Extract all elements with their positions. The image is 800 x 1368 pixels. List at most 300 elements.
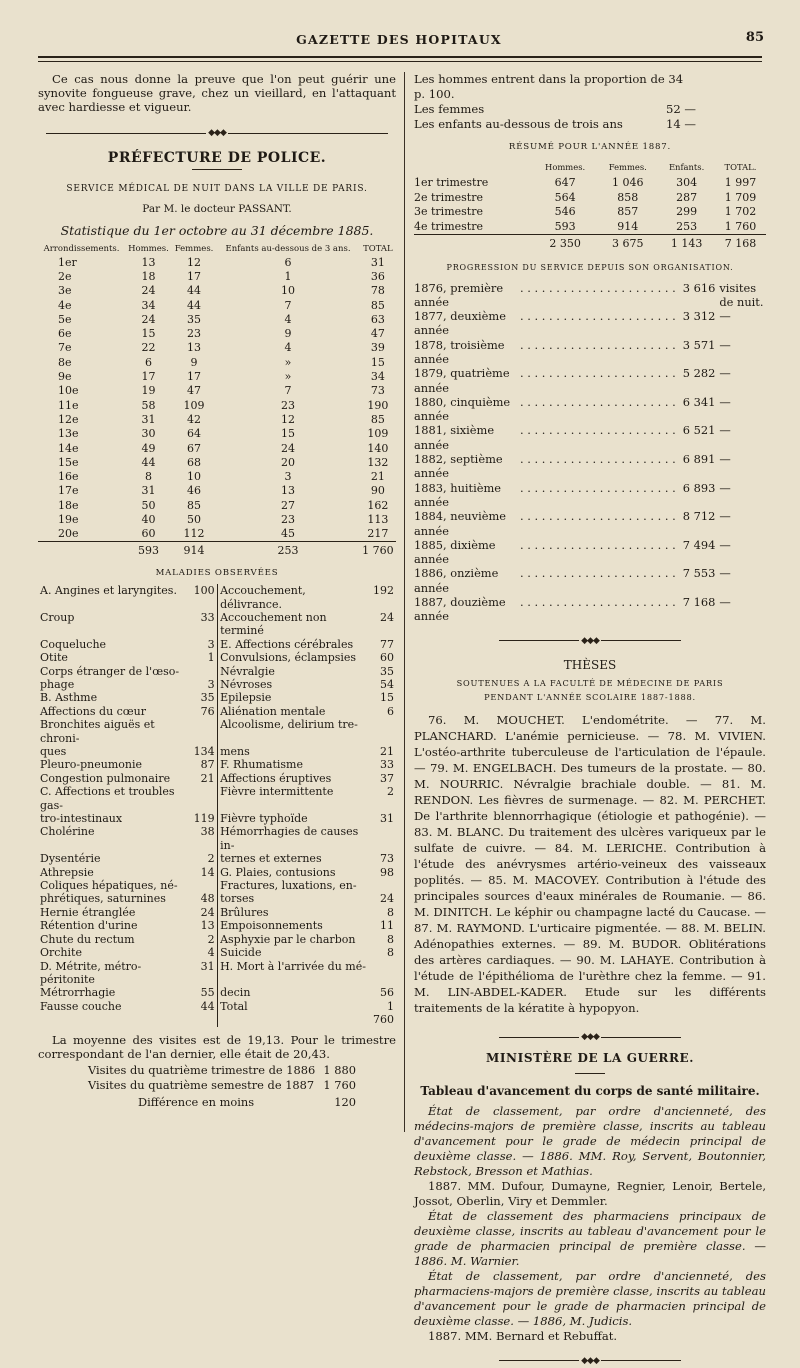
table-row: [38, 691, 396, 704]
disease-label: Hernie étranglée: [40, 905, 136, 919]
proportion-label: Les femmes: [414, 102, 485, 116]
totals-row: [414, 234, 766, 251]
table-row: [38, 678, 396, 691]
disease-count: 54: [380, 677, 394, 691]
table-cell: 13: [187, 341, 202, 355]
table-cell: 12: [281, 412, 296, 426]
proportion-label: Les hommes entrent dans la proportion de 34 p. 100.: [414, 72, 684, 101]
table-cell: 2e trimestre: [414, 190, 483, 204]
progression-suffix: —: [719, 480, 731, 495]
table-row: [38, 441, 396, 455]
progression-year: 1878, troisième année: [414, 337, 505, 366]
prefecture-title: PRÉFECTURE DE POLICE.: [107, 149, 327, 166]
progression-value: 7 168: [682, 595, 716, 610]
proportion-label: Les enfants au-dessous de trois ans: [414, 117, 623, 131]
disease-count: 6: [387, 704, 394, 718]
total-cell: 1 760: [360, 542, 396, 559]
disease-label: Convulsions, éclampsies: [220, 651, 357, 665]
proportion-value: 52 —: [665, 102, 696, 116]
table-cell: »: [284, 355, 292, 369]
disease-label: Fièvre typhoïde: [220, 812, 308, 826]
disease-label: Aliénation mentale: [220, 704, 326, 718]
dot-leader: . . . . . . . . . . . . . . . . . . . . . .: [520, 337, 676, 352]
disease-label: Pleuro-pneumonie: [40, 758, 142, 772]
table-cell: 10: [281, 284, 296, 298]
progression-value: 3 616: [682, 280, 716, 295]
table-cell: 16e: [58, 470, 79, 484]
progression-year: 1886, onzième année: [414, 566, 499, 595]
war-paragraph-2: 1887. MM. Dufour, Dumayne, Regnier, Lenoir, Bertele, Jossot, Oberlin, Viry et Demmler.: [414, 1178, 766, 1208]
disease-count: 48: [200, 892, 215, 906]
dot-leader: . . . . . . . . . . . . . . . . . . . . . .: [520, 394, 676, 409]
disease-count: 76: [200, 704, 215, 718]
dot-leader: . . . . . . . . . . . . . . . . . . . . . .: [520, 480, 676, 495]
progression-year: 1879, quatrième année: [414, 366, 510, 395]
progression-suffix: —: [719, 423, 731, 438]
disease-label: Rétention d'urine: [40, 919, 138, 933]
table-cell: 63: [370, 312, 385, 326]
table-cell: 287: [676, 190, 698, 204]
disease-count: 13: [200, 919, 215, 933]
disease-count: 56: [380, 986, 394, 1000]
disease-count: 21: [380, 745, 394, 759]
table-cell: 18: [141, 269, 156, 283]
progression-year: 1883, huitième année: [414, 480, 502, 509]
table-cell: 109: [183, 398, 205, 412]
table-cell: 6e: [58, 327, 72, 341]
table-cell: 31: [141, 484, 156, 498]
table-cell: 15: [281, 427, 296, 441]
table-cell: 24: [281, 441, 296, 455]
theses-subtitle-1: SOUTENUES A LA FACULTÉ DE MÉDECINE DE PARIS: [456, 678, 724, 689]
table-row: [38, 852, 396, 865]
table-row: [38, 892, 396, 905]
table-cell: 564: [554, 190, 576, 204]
table-row: [38, 527, 396, 542]
disease-label: Fausse couche: [40, 999, 122, 1013]
short-rule: [192, 169, 242, 170]
progression-value: 5 282: [682, 366, 716, 381]
list-item: [414, 366, 766, 395]
war-paragraph-5: 1887. MM. Bernard et Rebuffat.: [428, 1328, 618, 1343]
disease-label: phage: [40, 677, 75, 691]
disease-label: Névroses: [220, 677, 273, 691]
table-cell: 3e trimestre: [414, 205, 483, 219]
list-item: [414, 423, 766, 452]
table-cell: 23: [281, 398, 296, 412]
total-cell: [38, 542, 125, 559]
table-cell: 3e: [58, 284, 72, 298]
dot-leader: . . . . . . . . . . . . . . . . . . . . . .: [520, 537, 676, 552]
table-cell: 1er: [58, 255, 77, 269]
table-cell: 304: [676, 176, 698, 190]
disease-count: 31: [380, 812, 394, 826]
progression-year: 1882, septième année: [414, 452, 503, 481]
total-cell: 1 143: [658, 234, 715, 251]
theses-title: THÈSES: [563, 658, 617, 673]
divider-ornament-4: ◆◆◆: [414, 1354, 766, 1368]
table-cell: 49: [141, 441, 156, 455]
table-row: [38, 384, 396, 398]
disease-label: C. Affections et troubles gas-: [40, 785, 175, 812]
table-cell: 24: [141, 284, 156, 298]
resume-table: [414, 160, 766, 251]
disease-label: Hémorrhagies de causes in-: [220, 825, 359, 852]
disease-label: F. Rhumatisme: [220, 758, 303, 772]
table-row: [38, 298, 396, 312]
table-cell: 857: [617, 205, 639, 219]
table-cell: 6: [144, 355, 152, 369]
table-row: [38, 356, 396, 370]
progression-year: 1887, douzième année: [414, 595, 506, 624]
total-cell: [414, 234, 533, 251]
table-cell: 47: [187, 384, 202, 398]
resume-title: RÉSUMÉ POUR L'ANNÉE 1887.: [508, 142, 672, 152]
table-row: [38, 745, 396, 758]
disease-label: Otite: [40, 651, 68, 665]
progression-suffix: —: [719, 595, 731, 610]
table-cell: 4: [284, 341, 292, 355]
table-cell: 31: [370, 255, 385, 269]
intro-paragraph: Ce cas nous donne la preuve que l'on peut guérir une synovite fongueuse grave, chez un vieillard, en l'attaquant avec hardiesse et vigueur.: [38, 72, 396, 114]
table-cell: 3: [284, 470, 292, 484]
table-row: [38, 933, 396, 946]
stat-header-cell: Hommes.: [128, 243, 169, 254]
visits-label: Différence en moins: [138, 1094, 255, 1109]
disease-count: 2: [207, 852, 215, 866]
table-cell: 15: [141, 327, 156, 341]
progression-value: 7 494: [682, 537, 716, 552]
progression-suffix: visites de nuit.: [719, 280, 764, 309]
disease-count: 55: [200, 986, 215, 1000]
disease-label: E. Affections cérébrales: [220, 637, 354, 651]
disease-count: [371, 960, 396, 987]
table-cell: 253: [676, 219, 698, 233]
disease-label: D. Métrite, métro-péritonite: [40, 959, 142, 986]
table-cell: 1: [284, 269, 292, 283]
disease-count: 15: [380, 691, 394, 705]
table-row: [38, 427, 396, 441]
list-item: [414, 509, 766, 538]
table-cell: 35: [187, 312, 202, 326]
table-cell: 44: [187, 298, 202, 312]
progression-suffix: —: [719, 566, 731, 581]
table-cell: 40: [141, 512, 156, 526]
total-cell: 914: [172, 542, 216, 559]
table-cell: 45: [281, 527, 296, 541]
table-cell: 85: [370, 298, 385, 312]
table-cell: 23: [187, 327, 202, 341]
list-item: [414, 281, 766, 310]
list-item: [414, 566, 766, 595]
total-cell: 3 675: [597, 234, 658, 251]
table-row: [414, 176, 766, 191]
progression-suffix: —: [719, 309, 731, 324]
disease-count: 33: [200, 610, 215, 624]
table-cell: 5e: [58, 312, 72, 326]
disease-count: 119: [193, 812, 215, 826]
proportion-value: 14 —: [665, 117, 696, 131]
statistics-title: Statistique du 1er octobre au 31 décembre 1885.: [60, 222, 374, 238]
disease-label: Suicide: [220, 946, 262, 960]
disease-label: Accouchement non terminé: [220, 610, 327, 638]
table-cell: 647: [554, 176, 576, 190]
disease-label: torses: [220, 892, 255, 906]
table-cell: 4e: [58, 298, 72, 312]
table-cell: 12e: [58, 412, 79, 426]
author-line: Par M. le docteur PASSANT.: [142, 202, 292, 215]
table-row: [38, 785, 396, 812]
table-cell: 21: [370, 470, 385, 484]
table-row: [38, 584, 396, 611]
progression-year: 1876, première année: [414, 280, 504, 309]
disease-label: Fractures, luxations, en-: [220, 879, 357, 893]
table-cell: 190: [367, 398, 389, 412]
progression-suffix: —: [719, 509, 731, 524]
table-cell: 13e: [58, 427, 79, 441]
table-row: [38, 1000, 396, 1027]
table-cell: 10: [187, 470, 202, 484]
disease-count: 1 760: [373, 999, 394, 1027]
list-item: [414, 452, 766, 481]
disease-label: Affections éruptives: [220, 771, 332, 785]
table-cell: 6: [284, 255, 292, 269]
disease-label: phrétiques, saturnines: [40, 892, 166, 906]
progression-value: 6 891: [682, 452, 716, 467]
disease-label: Corps étranger de l'œso-: [40, 664, 180, 678]
disease-label: Alcoolisme, delirium tre-: [220, 718, 358, 732]
disease-count: 37: [380, 771, 394, 785]
visits-value: 120: [334, 1094, 356, 1109]
disease-label: Empoisonnements: [220, 919, 323, 933]
progression-suffix: —: [719, 452, 731, 467]
disease-count: 2: [387, 785, 394, 799]
progression-list: [414, 281, 766, 624]
disease-label: Epilepsie: [220, 691, 272, 705]
table-row: [38, 638, 396, 651]
disease-count: [371, 825, 396, 852]
short-rule-2: [575, 1073, 605, 1074]
disease-count: 38: [200, 825, 215, 839]
right-column: [414, 72, 766, 1368]
visits-label: Visites du quatrième trimestre de 1886: [88, 1062, 316, 1077]
visits-value: 1 880: [323, 1062, 356, 1077]
table-cell: 1 702: [724, 205, 757, 219]
disease-count: 11: [380, 919, 394, 933]
disease-label: ques: [40, 745, 67, 759]
disease-count: 2: [207, 932, 215, 946]
table-cell: 58: [141, 398, 156, 412]
disease-count: [192, 785, 218, 812]
list-item: [414, 595, 766, 624]
disease-label: Croup: [40, 610, 75, 624]
progression-value: 8 712: [682, 509, 716, 524]
table-cell: 39: [370, 341, 385, 355]
table-row: [38, 986, 396, 999]
page-header: [34, 30, 764, 52]
table-row: [414, 191, 766, 206]
table-row: [414, 205, 766, 220]
proportion-row: [414, 72, 766, 102]
disease-count: [192, 879, 218, 892]
visits-value: 1 760: [323, 1077, 356, 1092]
table-cell: 1 760: [724, 219, 757, 233]
table-cell: 36: [370, 269, 385, 283]
total-cell: 7 168: [715, 234, 766, 251]
resume-header-cell: [414, 160, 533, 176]
disease-count: 33: [380, 758, 394, 772]
table-cell: 8: [144, 470, 152, 484]
table-cell: 7: [284, 384, 292, 398]
total-cell: 593: [125, 542, 172, 559]
table-row: [38, 866, 396, 879]
table-cell: 85: [187, 498, 202, 512]
maladies-title: MALADIES OBSERVÉES: [155, 568, 279, 579]
war-section: [414, 1104, 766, 1344]
table-cell: 13: [141, 255, 156, 269]
table-row: [38, 484, 396, 498]
disease-count: 31: [200, 959, 215, 973]
table-cell: 11e: [58, 398, 79, 412]
maladies-table: [38, 584, 396, 1026]
table-cell: 44: [141, 455, 156, 469]
totals-row: [38, 542, 396, 559]
dot-leader: . . . . . . . . . . . . . . . . . . . . . .: [520, 423, 676, 438]
table-row: [38, 513, 396, 527]
table-cell: 4: [284, 312, 292, 326]
disease-label: tro-intestinaux: [40, 812, 123, 826]
disease-label: ternes et externes: [220, 852, 322, 866]
disease-label: Accouchement, délivrance.: [220, 584, 306, 611]
table-cell: »: [284, 370, 292, 384]
table-cell: 1 046: [612, 176, 644, 190]
table-row: [38, 960, 396, 987]
disease-label: Affections du cœur: [40, 704, 147, 718]
table-cell: 68: [187, 455, 202, 469]
table-row: [38, 825, 396, 852]
table-cell: 13: [281, 484, 296, 498]
disease-label: Fièvre intermittente: [220, 785, 334, 799]
progression-year: 1884, neuvième année: [414, 509, 507, 538]
table-cell: 217: [367, 527, 389, 541]
table-row: [38, 499, 396, 513]
table-cell: 9: [190, 355, 198, 369]
table-cell: 10e: [58, 384, 79, 398]
table-cell: 78: [370, 284, 385, 298]
divider-ornament: ◆◆◆: [38, 126, 396, 141]
tableau-title: Tableau d'avancement du corps de santé militaire.: [420, 1083, 760, 1098]
table-cell: 858: [617, 190, 639, 204]
statistics-table: [38, 244, 396, 559]
divider-ornament-3: ◆◆◆: [414, 1030, 766, 1045]
disease-count: 24: [380, 892, 394, 906]
disease-count: 35: [380, 664, 394, 678]
disease-count: 8: [387, 905, 394, 919]
disease-count: 8: [387, 946, 394, 960]
table-row: [38, 772, 396, 785]
table-row: [38, 327, 396, 341]
list-item: [414, 309, 766, 338]
table-cell: 112: [183, 527, 205, 541]
table-cell: 73: [370, 384, 385, 398]
progression-year: 1877, deuxième année: [414, 309, 506, 338]
disease-count: 4: [207, 946, 215, 960]
table-cell: 67: [187, 441, 202, 455]
disease-label: Chute du rectum: [40, 932, 135, 946]
table-row: [38, 341, 396, 355]
table-cell: 42: [187, 412, 202, 426]
disease-label: G. Plaies, contusions: [220, 865, 336, 879]
disease-count: 87: [200, 758, 215, 772]
theses-subtitle-2: PENDANT L'ANNÉE SCOLAIRE 1887-1888.: [484, 692, 696, 703]
disease-label: Congestion pulmonaire: [40, 771, 171, 785]
disease-count: 134: [193, 745, 215, 759]
disease-count: 192: [373, 584, 394, 598]
visits-label: Visites du quatrième semestre de 1887: [88, 1077, 315, 1092]
stat-header-cell: Femmes.: [174, 243, 214, 254]
table-cell: 15e: [58, 455, 79, 469]
disease-label: Total: [220, 999, 248, 1013]
table-cell: 30: [141, 427, 156, 441]
table-cell: 47: [370, 327, 385, 341]
visits-comparison: [38, 1063, 396, 1110]
progression-suffix: —: [719, 394, 731, 409]
table-cell: 15: [370, 355, 385, 369]
table-cell: 31: [141, 412, 156, 426]
total-cell: 2 350: [533, 234, 597, 251]
table-cell: 50: [187, 512, 202, 526]
table-cell: 20: [281, 455, 296, 469]
disease-label: Dysentérie: [40, 852, 101, 866]
table-cell: 140: [367, 441, 389, 455]
disease-count: [192, 665, 218, 678]
table-cell: 19: [141, 384, 156, 398]
average-paragraph: La moyenne des visites est de 19,13. Pour le trimestre correspondant de l'an dernier, elle était de 20,43.: [38, 1032, 396, 1061]
table-row: [38, 718, 396, 745]
disease-count: 44: [200, 999, 215, 1013]
progression-year: 1881, sixième année: [414, 423, 495, 452]
disease-label: mens: [220, 745, 250, 759]
disease-count: 100: [193, 584, 215, 598]
table-cell: 23: [281, 512, 296, 526]
progression-suffix: —: [719, 366, 731, 381]
list-item: [414, 338, 766, 367]
table-row: [38, 812, 396, 825]
progression-suffix: —: [719, 337, 731, 352]
table-cell: 46: [187, 484, 202, 498]
table-cell: 17: [141, 370, 156, 384]
table-row: [38, 256, 396, 270]
disease-label: Orchite: [40, 946, 82, 960]
disease-count: 73: [380, 852, 394, 866]
disease-label: Coliques hépatiques, né-: [40, 879, 178, 893]
table-cell: 12: [187, 255, 202, 269]
dot-leader: . . . . . . . . . . . . . . . . . . . . . .: [520, 452, 676, 467]
left-column: [38, 72, 396, 1110]
stat-header-cell: TOTAL: [363, 243, 393, 254]
dot-leader: . . . . . . . . . . . . . . . . . . . . . .: [520, 309, 676, 324]
progression-value: 3 571: [682, 337, 716, 352]
stat-header-cell: Enfants au-dessous de 3 ans.: [225, 243, 351, 254]
disease-count: 21: [200, 771, 215, 785]
header-rule: [38, 56, 762, 58]
table-cell: 20e: [58, 527, 79, 541]
table-cell: 22: [141, 341, 156, 355]
progression-value: 3 312: [682, 309, 716, 324]
list-item: [414, 395, 766, 424]
table-row: [38, 758, 396, 771]
disease-count: [192, 718, 218, 745]
